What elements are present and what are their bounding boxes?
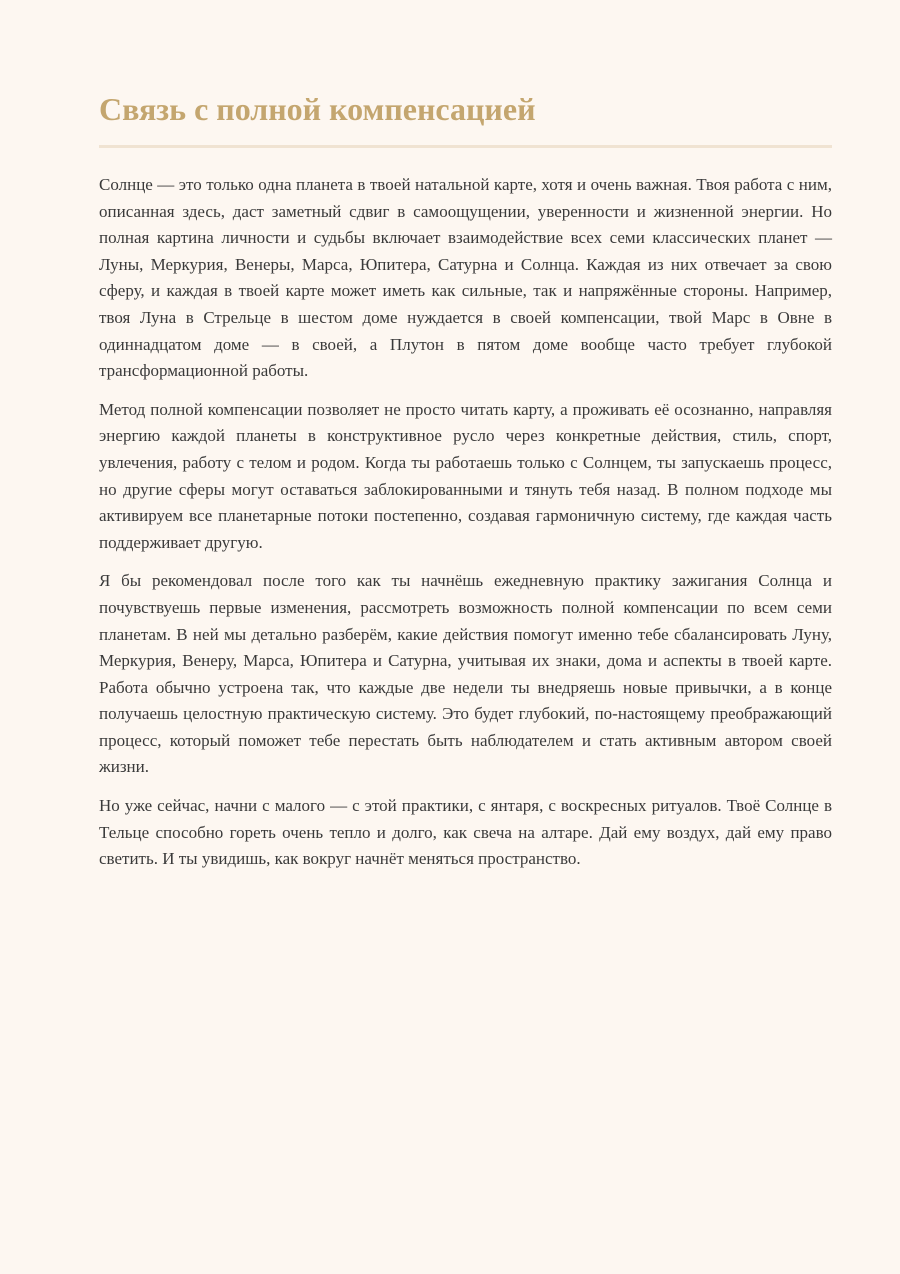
paragraph-2: Метод полной компенсации позволяет не просто читать карту, а проживать её осознанно, направляя энергию каждой планеты в конструктивное русло через конкретные действия, стиль, спорт, увлечения, работу с телом и родом. Когда ты работаешь только с Солнцем, ты запускаешь процесс, но другие сферы могут оставаться заблокированными и тянуть тебя назад. В полном подходе мы активируем все планетарные потоки постепенно, создавая гармоничную систему, где каждая часть поддерживает другую.	[99, 399, 832, 552]
document-page	[99, 88, 832, 885]
page-title: Связь с полной компенсацией	[99, 88, 832, 148]
paragraph-4: Но уже сейчас, начни с малого — с этой практики, с янтаря, с воскресных ритуалов. Твоё Солнце в Тельце способно гореть очень тепло и долго, как свеча на алтаре. Дай ему воздух, дай ему право светить. И ты увидишь, как вокруг начнёт меняться пространство.	[99, 796, 832, 869]
document-body	[99, 172, 832, 873]
paragraph-1: Солнце — это только одна планета в твоей натальной карте, хотя и очень важная. Твоя работа с ним, описанная здесь, даст заметный сдвиг в самоощущении, уверенности и жизненной энергии. Но полная картина личности и судьбы включает взаимодействие всех семи классических планет — Луны, Меркурия, Венеры, Марса, Юпитера, Сатурна и Солнца. Каждая из них отвечает за свою сферу, и каждая в твоей карте может иметь как сильные, так и напряжённые стороны. Например, твоя Луна в Стрельце в шестом доме нуждается в своей компенсации, твой Марс в Овне в одиннадцатом доме — в своей, а Плутон в пятом доме вообще часто требует глубокой трансформационной работы.	[99, 175, 832, 381]
paragraph-3: Я бы рекомендовал после того как ты начнёшь ежедневную практику зажигания Солнца и почувствуешь первые изменения, рассмотреть возможность полной компенсации по всем семи планетам. В ней мы детально разберём, какие действия помогут именно тебе сбалансировать Луну, Меркурия, Венеру, Марса, Юпитера и Сатурна, учитывая их знаки, дома и аспекты в твоей карте. Работа обычно устроена так, что каждые две недели ты внедряешь новые привычки, а в конце получаешь целостную практическую систему. Это будет глубокий, по-настоящему преображающий процесс, который поможет тебе перестать быть наблюдателем и стать активным автором своей жизни.	[99, 571, 832, 777]
